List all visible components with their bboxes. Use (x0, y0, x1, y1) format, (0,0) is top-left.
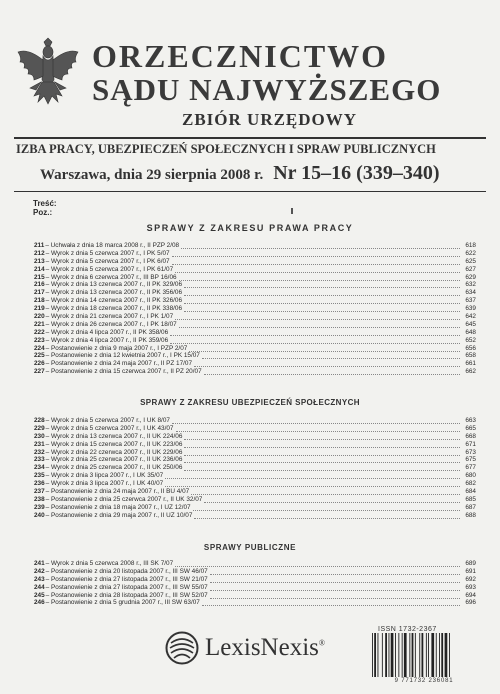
entry-page: 622 (465, 249, 476, 257)
dot-leader (184, 449, 460, 456)
toc-label-contents: Treść: (33, 199, 57, 208)
dot-leader (165, 472, 460, 479)
toc-entry (34, 433, 476, 441)
barcode-icon (370, 633, 478, 677)
entry-number: 233 (34, 456, 45, 464)
dot-leader (204, 496, 460, 503)
toc-entry (34, 297, 476, 305)
dot-leader (184, 289, 460, 296)
issue-line (40, 162, 440, 185)
entry-title: – Postanowienie z dnia 5 grudnia 2007 r., III SW 63/07 (45, 599, 200, 607)
toc-entry (34, 560, 476, 568)
entry-number: 214 (34, 265, 45, 273)
entry-number: 217 (34, 289, 45, 297)
entry-number: 218 (34, 297, 45, 305)
entry-page: 677 (465, 464, 476, 472)
entry-title: – Postanowienie z dnia 9 maja 2007 r., I PZP 2/07 (45, 344, 188, 352)
publisher-name: LexisNexis® (205, 634, 325, 661)
dot-leader (210, 568, 460, 575)
entry-title: – Wyrok z dnia 18 czerwca 2007 r., II PK 338/06 (45, 305, 183, 313)
dot-leader (170, 329, 460, 336)
journal-subtitle: ZBIÓR URZĘDOWY (182, 110, 358, 129)
section-heading-labour-law: SPRAWY Z ZAKRESU PRAWA PRACY (146, 223, 354, 233)
dot-leader (170, 337, 460, 344)
entry-number: 216 (34, 281, 45, 289)
toc-entry (34, 449, 476, 457)
entry-title: – Postanowienie z dnia 27 listopada 2007 r., III SW 55/07 (45, 583, 208, 591)
issue-number: Nr 15–16 (339–340) (273, 162, 440, 184)
toc-entry (34, 266, 476, 274)
dot-leader (189, 345, 460, 352)
entry-title: – Wyrok z dnia 5 czerwca 2007 r., I PK 5/07 (45, 249, 170, 257)
dot-leader (202, 352, 460, 359)
entry-number: 246 (34, 599, 45, 607)
entry-page: 648 (465, 328, 476, 336)
toc-entry (34, 441, 476, 449)
dot-leader (165, 480, 460, 487)
entry-number: 219 (34, 305, 45, 313)
entry-number: 223 (34, 336, 45, 344)
entry-page: 671 (465, 440, 476, 448)
lexisnexis-logo-icon (165, 631, 199, 665)
entry-title: – Wyrok z dnia 5 czerwca 2007 r., I PK 61/07 (45, 265, 174, 273)
entry-page: 629 (465, 273, 476, 281)
toc-entry (34, 464, 476, 472)
entry-page: 693 (465, 583, 476, 591)
entry-number: 239 (34, 503, 45, 511)
entry-title: – Wyrok z dnia 5 czerwca 2008 r., III SK 7/07 (45, 560, 174, 567)
toc-entry (34, 576, 476, 584)
toc-entry (34, 337, 476, 345)
section-heading-social-insurance: SPRAWY Z ZAKRESU UBEZPIECZEŃ SPOŁECZNYCH (140, 398, 360, 407)
entry-number: 224 (34, 344, 45, 352)
entry-title: – Postanowienie z dnia 24 maja 2007 r., II BU 4/07 (45, 488, 190, 496)
entry-title: – Wyrok z dnia 5 czerwca 2007 r., I PK 6/07 (45, 257, 170, 265)
entry-title: – Postanowienie z dnia 15 czerwca 2007 r., II PZ 20/07 (45, 368, 202, 376)
toc-entry (34, 592, 476, 600)
entry-page: 645 (465, 320, 476, 328)
entry-page: 632 (465, 281, 476, 289)
entry-number: 241 (34, 560, 45, 567)
entry-page: 656 (465, 344, 476, 352)
toc-entry (34, 456, 476, 464)
entry-title: – Wyrok z dnia 13 czerwca 2007 r., II UK 224/06 (45, 432, 183, 440)
entry-page: 682 (465, 480, 476, 488)
toc-entry (34, 496, 476, 504)
barcode-digits: 9 771732 236081 (394, 678, 454, 684)
dot-leader (184, 305, 460, 312)
entry-page: 684 (465, 488, 476, 496)
entry-page: 663 (465, 417, 476, 424)
entry-page: 696 (465, 599, 476, 607)
entry-page: 668 (465, 432, 476, 440)
dot-leader (204, 368, 460, 375)
dot-leader (184, 464, 460, 471)
entry-number: 235 (34, 472, 45, 480)
entry-number: 234 (34, 464, 45, 472)
toc-entry (34, 512, 476, 520)
entry-title: – Postanowienie z dnia 24 maja 2007 r., II PZ 17/07 (45, 360, 193, 368)
dot-leader (179, 321, 460, 328)
toc-entry (34, 504, 476, 512)
toc-entry (34, 289, 476, 297)
entry-title: – Wyrok z dnia 5 czerwca 2007 r., I UK 43/07 (45, 424, 174, 432)
entry-title: – Wyrok z dnia 4 lipca 2007 r., II PK 359/06 (45, 336, 169, 344)
entry-title: – Wyrok z dnia 25 czerwca 2007 r., II UK 236/06 (45, 456, 183, 464)
dot-leader (176, 425, 461, 432)
entry-title: – Postanowienie z dnia 25 czerwca 2007 r., II UK 32/07 (45, 495, 203, 503)
entry-title: – Wyrok z dnia 15 czerwca 2007 r., II UK 223/06 (45, 440, 183, 448)
toc-entry (34, 568, 476, 576)
entry-number: 237 (34, 488, 45, 496)
entry-number: 226 (34, 360, 45, 368)
entry-page: 634 (465, 289, 476, 297)
entry-number: 222 (34, 328, 45, 336)
entry-title: – Postanowienie z dnia 29 maja 2007 r., II UZ 10/07 (45, 511, 193, 519)
polish-eagle-emblem-icon (14, 36, 82, 114)
toc-list-public-affairs (34, 560, 476, 607)
entry-title: – Wyrok z dnia 13 czerwca 2007 r., II PK 356/06 (45, 289, 183, 297)
entry-number: 240 (34, 511, 45, 519)
entry-page: 627 (465, 265, 476, 273)
entry-title: – Postanowienie z dnia 28 listopada 2007 r., III SW 52/07 (45, 591, 208, 599)
entry-title: – Wyrok z dnia 13 czerwca 2007 r., II PK 329/06 (45, 281, 183, 289)
dot-leader (175, 266, 460, 273)
toc-entry (34, 368, 476, 376)
entry-page: 687 (465, 503, 476, 511)
dot-leader (175, 560, 460, 567)
entry-title: – Wyrok z dnia 22 czerwca 2007 r., II UK 229/06 (45, 448, 183, 456)
entry-page: 689 (465, 560, 476, 567)
entry-number: 243 (34, 575, 45, 583)
toc-entry (34, 329, 476, 337)
entry-page: 642 (465, 313, 476, 321)
dot-leader (175, 313, 460, 320)
entry-title: – Wyrok z dnia 3 lipca 2007 r., I UK 35/07 (45, 472, 164, 480)
toc-entry (34, 242, 476, 250)
toc-entry (34, 480, 476, 488)
toc-entry (34, 281, 476, 289)
entry-page: 685 (465, 495, 476, 503)
toc-entry (34, 345, 476, 353)
dot-leader (184, 441, 460, 448)
dot-leader (172, 250, 460, 257)
toc-entry (34, 258, 476, 266)
entry-number: 231 (34, 440, 45, 448)
journal-title-line1: ORZECZNICTWO (92, 38, 389, 74)
entry-page: 694 (465, 591, 476, 599)
dot-leader (172, 417, 460, 424)
entry-title: – Postanowienie z dnia 12 kwietnia 2007 r., I PK 15/07 (45, 352, 200, 360)
dot-leader (184, 281, 460, 288)
entry-title: – Postanowienie z dnia 18 maja 2007 r., I UZ 12/07 (45, 503, 191, 511)
entry-number: 211 (34, 242, 45, 249)
entry-title: – Wyrok z dnia 14 czerwca 2007 r., II PK 326/06 (45, 297, 183, 305)
entry-number: 244 (34, 583, 45, 591)
toc-entry (34, 584, 476, 592)
toc-entry (34, 250, 476, 258)
entry-page: 665 (465, 424, 476, 432)
entry-page: 658 (465, 352, 476, 360)
entry-title: – Postanowienie z dnia 27 listopada 2007 r., III SW 21/07 (45, 575, 208, 583)
entry-title: – Wyrok z dnia 3 lipca 2007 r., I UK 40/07 (45, 480, 164, 488)
entry-page: 637 (465, 297, 476, 305)
entry-number: 238 (34, 495, 45, 503)
place-date: Warszawa, dnia 29 sierpnia 2008 r. (40, 167, 264, 183)
mark (291, 208, 293, 214)
entry-number: 245 (34, 591, 45, 599)
entry-number: 215 (34, 273, 45, 281)
toc-entry (34, 599, 476, 607)
toc-entry (34, 321, 476, 329)
chamber-name: IZBA PRACY, UBEZPIECZEŃ SPOŁECZNYCH I SPRAW PUBLICZNYCH (16, 142, 436, 156)
entry-page: 625 (465, 257, 476, 265)
section-heading-public-affairs: SPRAWY PUBLICZNE (203, 543, 297, 552)
dot-leader (210, 576, 460, 583)
entry-title: – Wyrok z dnia 25 czerwca 2007 r., II UK 250/06 (45, 464, 183, 472)
entry-title: – Uchwała z dnia 18 marca 2008 r., II PZP 2/08 (45, 242, 180, 249)
toc-entry (34, 274, 476, 282)
dot-leader (191, 488, 460, 495)
toc-list-social-insurance (34, 417, 476, 520)
entry-number: 229 (34, 424, 45, 432)
entry-number: 232 (34, 448, 45, 456)
entry-number: 212 (34, 249, 45, 257)
toc-entry (34, 488, 476, 496)
entry-page: 618 (465, 242, 476, 249)
entry-page: 661 (465, 360, 476, 368)
toc-list-labour-law (34, 242, 476, 376)
toc-entry (34, 360, 476, 368)
entry-number: 236 (34, 480, 45, 488)
entry-number: 227 (34, 368, 45, 376)
entry-page: 639 (465, 305, 476, 313)
entry-number: 213 (34, 257, 45, 265)
entry-title: – Wyrok z dnia 6 czerwca 2007 r., III BP 16/06 (45, 273, 177, 281)
toc-entry (34, 313, 476, 321)
dot-leader (181, 242, 460, 249)
entry-page: 680 (465, 472, 476, 480)
entry-title: – Postanowienie z dnia 20 listopada 2007 r., III SW 46/07 (45, 567, 208, 575)
journal-title-line2: SĄDU NAJWYŻSZEGO (92, 72, 442, 107)
dot-leader (194, 360, 460, 367)
entry-title: – Wyrok z dnia 26 czerwca 2007 r., I PK 18/07 (45, 320, 177, 328)
dot-leader (210, 584, 460, 591)
dot-leader (172, 258, 460, 265)
dot-leader (202, 599, 460, 606)
entry-page: 691 (465, 567, 476, 575)
dot-leader (193, 504, 460, 511)
dot-leader (194, 512, 460, 519)
entry-number: 220 (34, 313, 45, 321)
entry-page: 652 (465, 336, 476, 344)
entry-number: 242 (34, 567, 45, 575)
toc-entry (34, 425, 476, 433)
entry-page: 675 (465, 456, 476, 464)
toc-label-position: Poz.: (33, 208, 53, 217)
entry-number: 230 (34, 432, 45, 440)
header-divider (14, 137, 486, 139)
entry-page: 688 (465, 511, 476, 519)
toc-entry (34, 305, 476, 313)
entry-title: – Wyrok z dnia 4 lipca 2007 r., II PK 358/06 (45, 328, 169, 336)
entry-title: – Wyrok z dnia 5 czerwca 2007 r., I UK 8/07 (45, 417, 170, 424)
toc-entry (34, 472, 476, 480)
dot-leader (179, 274, 460, 281)
toc-entry (34, 352, 476, 360)
entry-page: 662 (465, 368, 476, 376)
issn-number: ISSN 1732-2367 (378, 626, 437, 633)
dot-leader (184, 456, 460, 463)
entry-page: 692 (465, 575, 476, 583)
dot-leader (184, 433, 460, 440)
dot-leader (210, 592, 460, 599)
entry-number: 225 (34, 352, 45, 360)
toc-entry (34, 417, 476, 425)
entry-page: 673 (465, 448, 476, 456)
issue-divider (14, 191, 486, 192)
entry-number: 228 (34, 417, 45, 424)
entry-title: – Wyrok z dnia 21 czerwca 2007 r., I PK 1/07 (45, 313, 174, 321)
entry-number: 221 (34, 320, 45, 328)
dot-leader (184, 297, 460, 304)
